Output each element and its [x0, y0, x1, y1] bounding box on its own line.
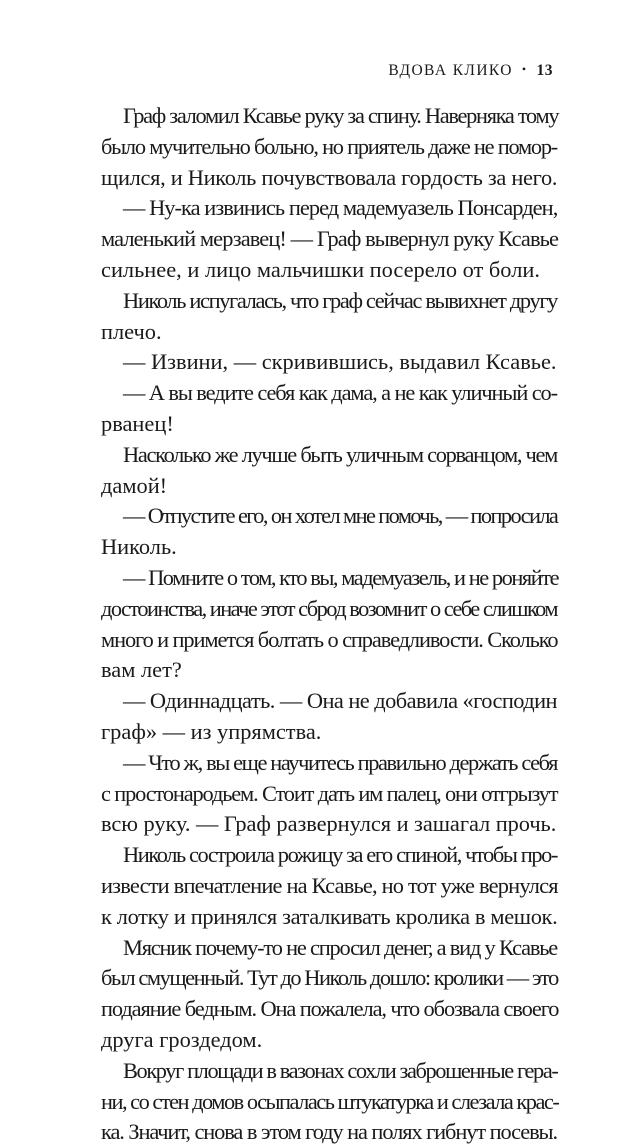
text-line: подаяние бедным. Она пожалела, что обозвала своего	[101, 996, 559, 1022]
text-line: — А вы ведите себя как дама, а не как уличный со-	[123, 380, 557, 406]
text-line: сильнее, и лицо мальчишки посерело от боли.	[101, 256, 540, 282]
text-line: Насколько же лучше быть уличным сорванцом, чем	[123, 441, 557, 467]
text-line: ни, со стен домов осыпалась штукатурка и слезала крас-	[101, 1088, 559, 1114]
text-line: рванец!	[101, 410, 174, 436]
header-separator: •	[521, 62, 528, 76]
text-line: с простонародьем. Стоит дать им палец, они отгрызут	[101, 780, 558, 806]
text-line: маленький мерзавец! — Граф вывернул руку Ксавье	[101, 226, 558, 252]
text-line: Вокруг площади в вазонах сохли заброшенные гера-	[123, 1057, 558, 1083]
text-line: — Извини, — скривившись, выдавил Ксавье.	[123, 349, 557, 375]
body-text	[101, 101, 557, 1148]
text-line: к лотку и принялся заталкивать кролика в мешок.	[101, 903, 558, 929]
text-line: достоинства, иначе этот сброд возомнит о себе слишком	[101, 595, 557, 621]
text-line: извести впечатление на Ксавье, но тот уже вернулся	[101, 872, 558, 898]
text-line: — Помните о том, кто вы, мадемуазель, и не роняйте	[123, 564, 559, 590]
text-line: Мясник почему-то не спросил денег, а вид у Ксавье	[123, 934, 557, 960]
text-line: Николь испугалась, что граф сейчас вывихнет другу	[123, 287, 557, 313]
text-line: Николь.	[101, 534, 177, 560]
text-line: ка. Значит, снова в этом году на полях гибнут посевы.	[101, 1119, 557, 1145]
text-line: вам лет?	[101, 657, 182, 683]
text-line: Николь состроила рожицу за его спиной, чтобы про-	[123, 842, 557, 868]
running-title: ВДОВА КЛИКО	[388, 62, 513, 79]
text-line: — Одиннадцать. — Она не добавила «господин	[123, 688, 557, 714]
text-line: дамой!	[101, 472, 168, 498]
text-line: щился, и Николь почувствовала гордость за него.	[101, 164, 558, 190]
text-line: друга гроздедом.	[101, 1026, 263, 1052]
text-line: Граф заломил Ксавье руку за спину. Наверняка тому	[123, 103, 559, 128]
text-line: много и примется болтать о справедливости. Сколько	[101, 626, 558, 652]
text-line: граф» — из упрямства.	[101, 718, 322, 744]
text-line: — Ну-ка извинись перед мадемуазель Понсарден,	[123, 195, 558, 221]
text-line: был смущенный. Тут до Николь дошло: кролики — это	[101, 965, 558, 991]
text-line: плечо.	[101, 318, 162, 344]
page-number: 13	[536, 62, 553, 79]
text-line: — Что ж, вы еще научитесь правильно держать себя	[123, 749, 557, 775]
text-line: — Отпустите его, он хотел мне помочь, — попросила	[123, 503, 558, 529]
text-line: было мучительно больно, но приятель даже не помор-	[101, 133, 557, 159]
running-header	[388, 62, 553, 80]
text-line: всю руку. — Граф развернулся и зашагал прочь.	[101, 811, 557, 837]
